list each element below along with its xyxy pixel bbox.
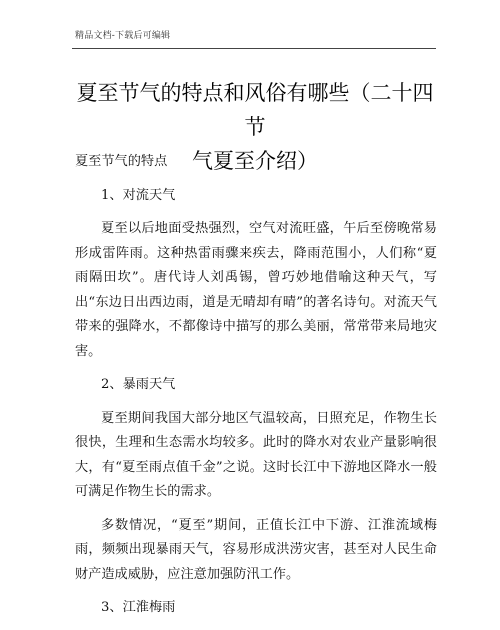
title-line-1: 夏至节气的特点和风俗有哪些（二十四节 [76, 81, 434, 139]
header-note: 精品文档-下载后可编辑 [75, 31, 171, 41]
item-heading-convection: 1、对流天气 [101, 187, 176, 203]
paragraph-convection: 夏至以后地面受热强烈，空气对流旺盛，午后至傍晚常易形成雷阵雨。这种热雷雨骤来疾去，降雨范围小，人们称“夏雨隔田坎”。唐代诗人刘禹锡，曾巧妙地借喻这种天气，写出“东边日出西边雨，道是无晴却有晴”的著名诗句。对流天气带来的强降水，不都像诗中描写的那么美丽，常常带来局地灾害。 [75, 221, 437, 359]
title-line-2: 气夏至介绍） [192, 149, 318, 173]
paragraph-rainstorm-2: 多数情况，“夏至”期间，正值长江中下游、江淮流域梅雨，频频出现暴雨天气，容易形成洪涝灾害，甚至对人民生命财产造成威胁，应注意加强防汛工作。 [75, 517, 437, 582]
section-title: 夏至节气的特点 [75, 154, 168, 169]
paragraph-rainstorm-1: 夏至期间我国大部分地区气温较高，日照充足，作物生长很快，生理和生态需水均较多。此时的降水对农业产量影响很大，有“夏至雨点值千金”之说。这时长江中下游地区降水一般可满足作物生长的需求。 [75, 410, 437, 499]
item-heading-plum-rain: 3、江淮梅雨 [101, 600, 176, 615]
header-divider [72, 48, 436, 49]
item-heading-rainstorm: 2、暴雨天气 [101, 377, 176, 392]
document-body [75, 150, 437, 630]
